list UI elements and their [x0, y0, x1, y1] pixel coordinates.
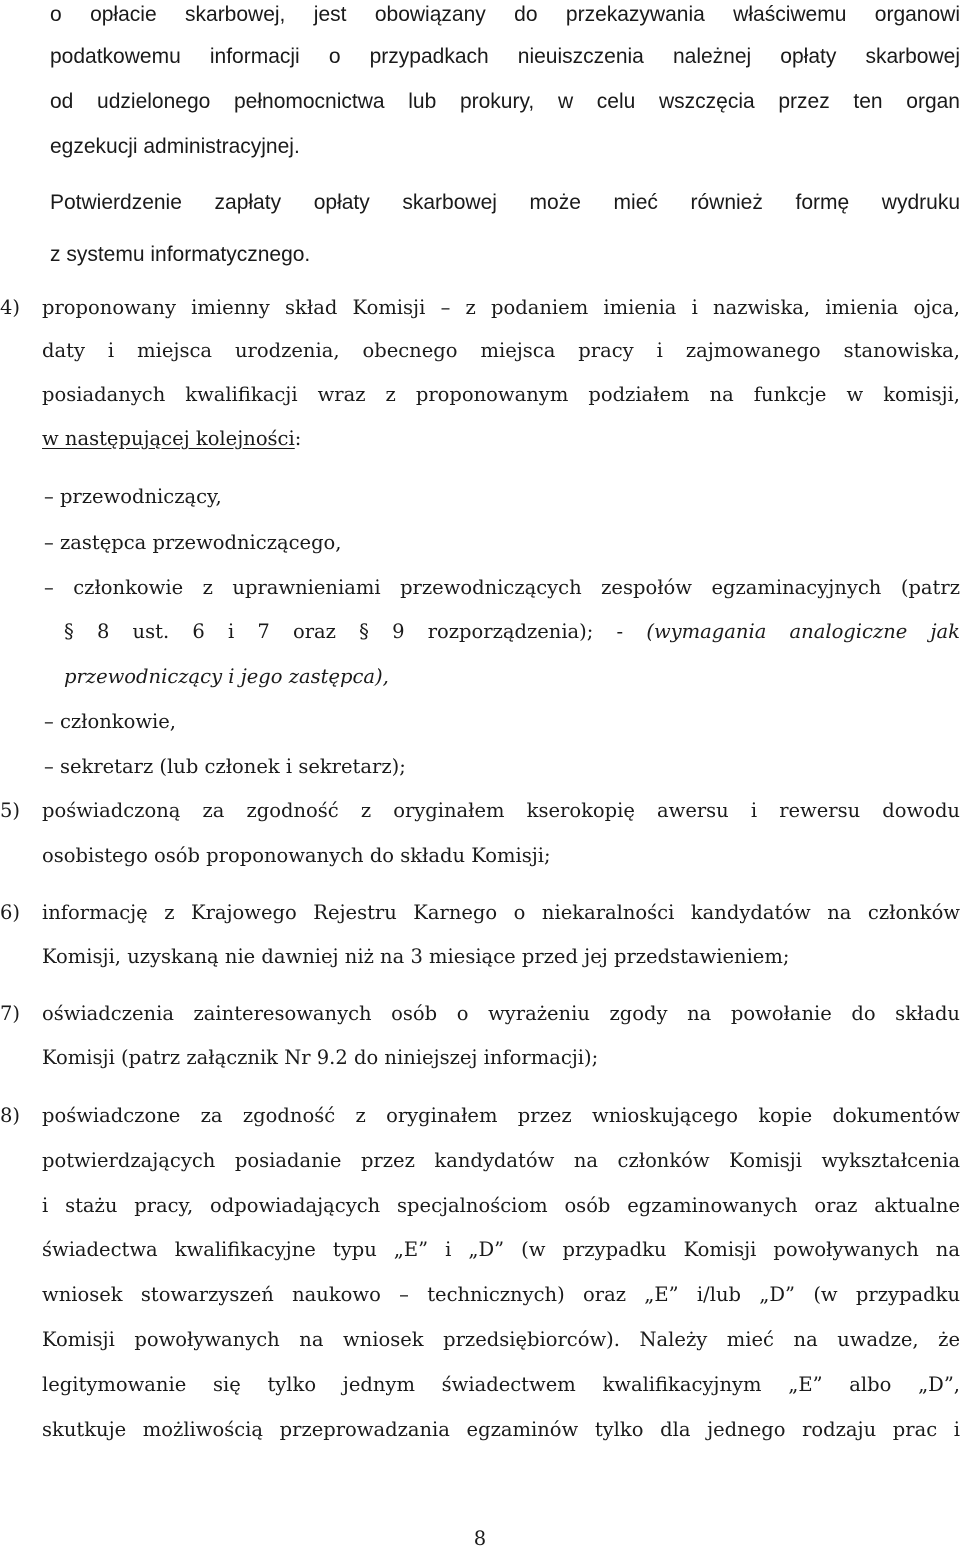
dash-marker: –	[44, 755, 54, 778]
text-line: informację z Krajowego Rejestru Karnego o niekaralności kandydatów na członków	[42, 901, 960, 924]
text-line: podatkowemu informacji o przypadkach nieuiszczenia należnej opłaty skarbowej	[50, 45, 960, 68]
italic-note: (wymagania analogiczne jak	[646, 620, 960, 643]
text-line: wniosek stowarzyszeń naukowo – technicznych) oraz „E” i/lub „D” (w przypadku	[42, 1283, 960, 1306]
text-line: poświadczone za zgodność z oryginałem przez wnioskującego kopie dokumentów	[42, 1104, 960, 1127]
text-line: Potwierdzenie zapłaty opłaty skarbowej może mieć również formę wydruku	[50, 191, 960, 214]
text-line: egzekucji administracyjnej.	[50, 135, 300, 158]
role-secretary: – sekretarz (lub członek i sekretarz);	[44, 755, 406, 778]
text-suffix: :	[294, 427, 302, 450]
text-line: legitymowanie się tylko jednym świadectwem kwalifikacyjnym „E” albo „D”,	[42, 1373, 960, 1396]
dash-marker: –	[44, 576, 54, 599]
dash-marker: –	[44, 485, 54, 508]
role-members-line: – członkowie z uprawnieniami przewodniczących zespołów egzaminacyjnych (patrz	[44, 576, 960, 599]
text-line: Komisji (patrz załącznik Nr 9.2 do niniejszej informacji);	[42, 1046, 599, 1069]
text-line: oświadczenia zainteresowanych osób o wyrażeniu zgody na powołanie do składu	[42, 1002, 960, 1025]
item-number: 5)	[0, 799, 21, 822]
role-vice-chair: – zastępca przewodniczącego,	[44, 531, 342, 554]
text-line: od udzielonego pełnomocnictwa lub prokury, w celu wszczęcia przez ten organ	[50, 90, 960, 113]
text-line: skutkuje możliwością przeprowadzania egzaminów tylko dla jednego rodzaju prac i	[42, 1418, 960, 1441]
text-line: świadectwa kwalifikacyjne typu „E” i „D” (w przypadku Komisji powoływanych na	[42, 1238, 960, 1261]
text-line: i stażu pracy, odpowiadających specjalnościom osób egzaminowanych oraz aktualne	[42, 1194, 960, 1217]
item-number: 4)	[0, 296, 21, 319]
italic-note: przewodniczący i jego zastępca),	[64, 665, 389, 688]
text-line: osobistego osób proponowanych do składu Komisji;	[42, 844, 551, 867]
text-line: z systemu informatycznego.	[50, 243, 311, 266]
text-line: proponowany imienny skład Komisji – z podaniem imienia i nazwiska, imienia ojca,	[42, 296, 960, 319]
item-number: 6)	[0, 901, 21, 924]
text-line: poświadczoną za zgodność z oryginałem kserokopię awersu i rewersu dowodu	[42, 799, 960, 822]
page-number: 8	[473, 1527, 487, 1550]
role-members-line: § 8 ust. 6 i 7 oraz § 9 rozporządzenia); - (wymagania analogiczne jak	[64, 620, 960, 643]
text-line: posiadanych kwalifikacji wraz z proponowanym podziałem na funkcje w komisji,	[42, 383, 960, 406]
underlined-phrase: w następującej kolejności	[42, 427, 295, 450]
role-chair: – przewodniczący,	[44, 485, 222, 508]
text-line: Komisji, uzyskaną nie dawniej niż na 3 miesiące przed jej przedstawieniem;	[42, 945, 790, 968]
text-line: potwierdzających posiadanie przez kandydatów na członków Komisji wykształcenia	[42, 1149, 960, 1172]
text-line	[42, 429, 301, 449]
text-line: Komisji powoływanych na wniosek przedsiębiorców). Należy mieć na uwadze, że	[42, 1328, 960, 1351]
text-line: daty i miejsca urodzenia, obecnego miejsca pracy i zajmowanego stanowiska,	[42, 339, 960, 362]
dash-marker: –	[44, 531, 54, 554]
role-members: – członkowie,	[44, 710, 176, 733]
text-line: o opłacie skarbowej, jest obowiązany do przekazywania właściwemu organowi	[50, 3, 960, 26]
item-number: 8)	[0, 1104, 21, 1127]
item-number: 7)	[0, 1002, 21, 1025]
dash-marker: –	[44, 710, 54, 733]
